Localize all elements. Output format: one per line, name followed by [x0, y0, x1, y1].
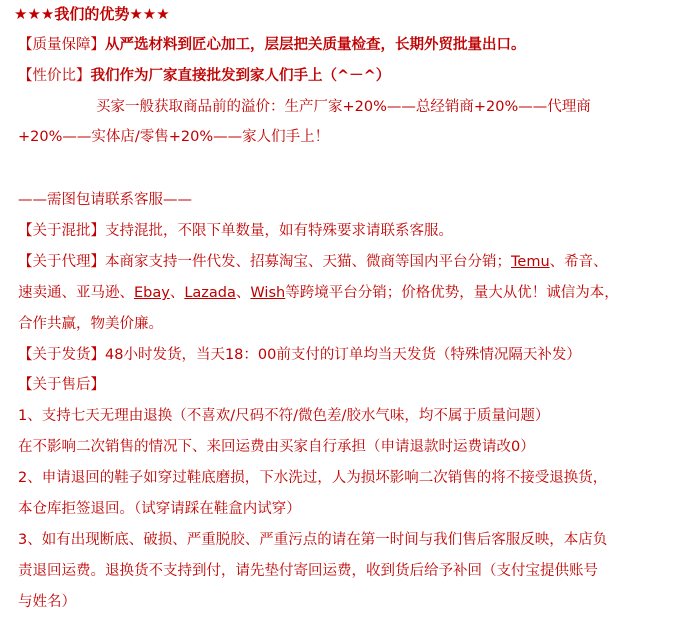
markup-line-1: 买家一般获取商品前的溢价：生产厂家+20%——总经销商+20%——代理商: [96, 99, 591, 115]
lazada-link[interactable]: Lazada: [184, 285, 236, 301]
temu-link[interactable]: Temu: [511, 254, 550, 270]
after-sales-item-1-note: 在不影响二次销售的情况下、来回运费由买家自行承担（申请退款时运费请改0）: [18, 439, 535, 455]
agent-sep-2: 、: [235, 285, 251, 301]
value-for-money: [18, 66, 670, 86]
quality-text: 从严选材料到匠心加工，层层把关质量检查，长期外贸批量出口。: [105, 37, 526, 53]
shipping: [18, 345, 670, 365]
page-title: ★★★我们的优势★★★: [14, 5, 170, 23]
mixed-tag: 【关于混批】: [18, 223, 105, 239]
ebay-link[interactable]: Ebay: [134, 285, 170, 301]
agent-text-2b: 等跨境平台分销；价格优势，量大从优！诚信为本，: [285, 285, 619, 301]
quality-tag: 【质量保障】: [18, 37, 105, 53]
after-sales-tag: 【关于售后】: [18, 377, 105, 393]
markup-line-2: +20%——实体店/零售+20%——家人们手上！: [18, 129, 330, 145]
agent-tag: 【关于代理】: [18, 254, 105, 270]
mixed-text: 支持混批，不限下单数量，如有特殊要求请联系客服。: [105, 223, 453, 239]
agent-text-2a: 速卖通、亚马逊、: [18, 285, 134, 301]
after-sales-item-3-line-3: 与姓名）: [18, 594, 76, 610]
after-sales-item-2-line-2: 本仓库拒签退回。（试穿请踩在鞋盒内试穿）: [18, 501, 301, 517]
agent-text-1b: 、希音、: [549, 254, 608, 270]
contact-note: ——需图包请联系客服——: [18, 192, 192, 208]
after-sales-item-2-line-1: 2、申请退回的鞋子如穿过鞋底磨损，下水洗过，人为损坏影响二次销售的将不接受退换货，: [18, 470, 608, 486]
wish-link[interactable]: Wish: [250, 285, 286, 301]
after-sales-item-3-line-1: 3、如有出现断底、破损、严重脱胶、严重污点的请在第一时间与我们售后客服反映，本店负: [18, 532, 608, 548]
agent-line-3: 合作共赢，物美价廉。: [18, 316, 163, 332]
value-text: 我们作为厂家直接批发到家人们手上（^－^）: [90, 68, 391, 84]
quality-guarantee: [18, 35, 670, 55]
value-tag: 【性价比】: [18, 68, 91, 84]
agent-line-2: [18, 283, 670, 303]
agent-sep-1: 、: [169, 285, 185, 301]
agent-text-1a: 本商家支持一件代发、招募淘宝、天猫、微商等国内平台分销；: [105, 254, 511, 270]
agent-line-1: [18, 252, 670, 272]
shipping-tag: 【关于发货】: [18, 347, 105, 363]
after-sales-item-1: 1、支持七天无理由退换（不喜欢/尺码不符/微色差/胶水气味，均不属于质量问题）: [18, 408, 550, 424]
shipping-text: 48小时发货，当天18：00前支付的订单均当天发货（特殊情况隔天补发）: [105, 347, 581, 363]
mixed-batch: [18, 221, 670, 241]
after-sales-item-3-line-2: 责退回运费。退换货不支持到付，请先垫付寄回运费，收到货后给予补回（支付宝提供账号: [18, 563, 598, 579]
